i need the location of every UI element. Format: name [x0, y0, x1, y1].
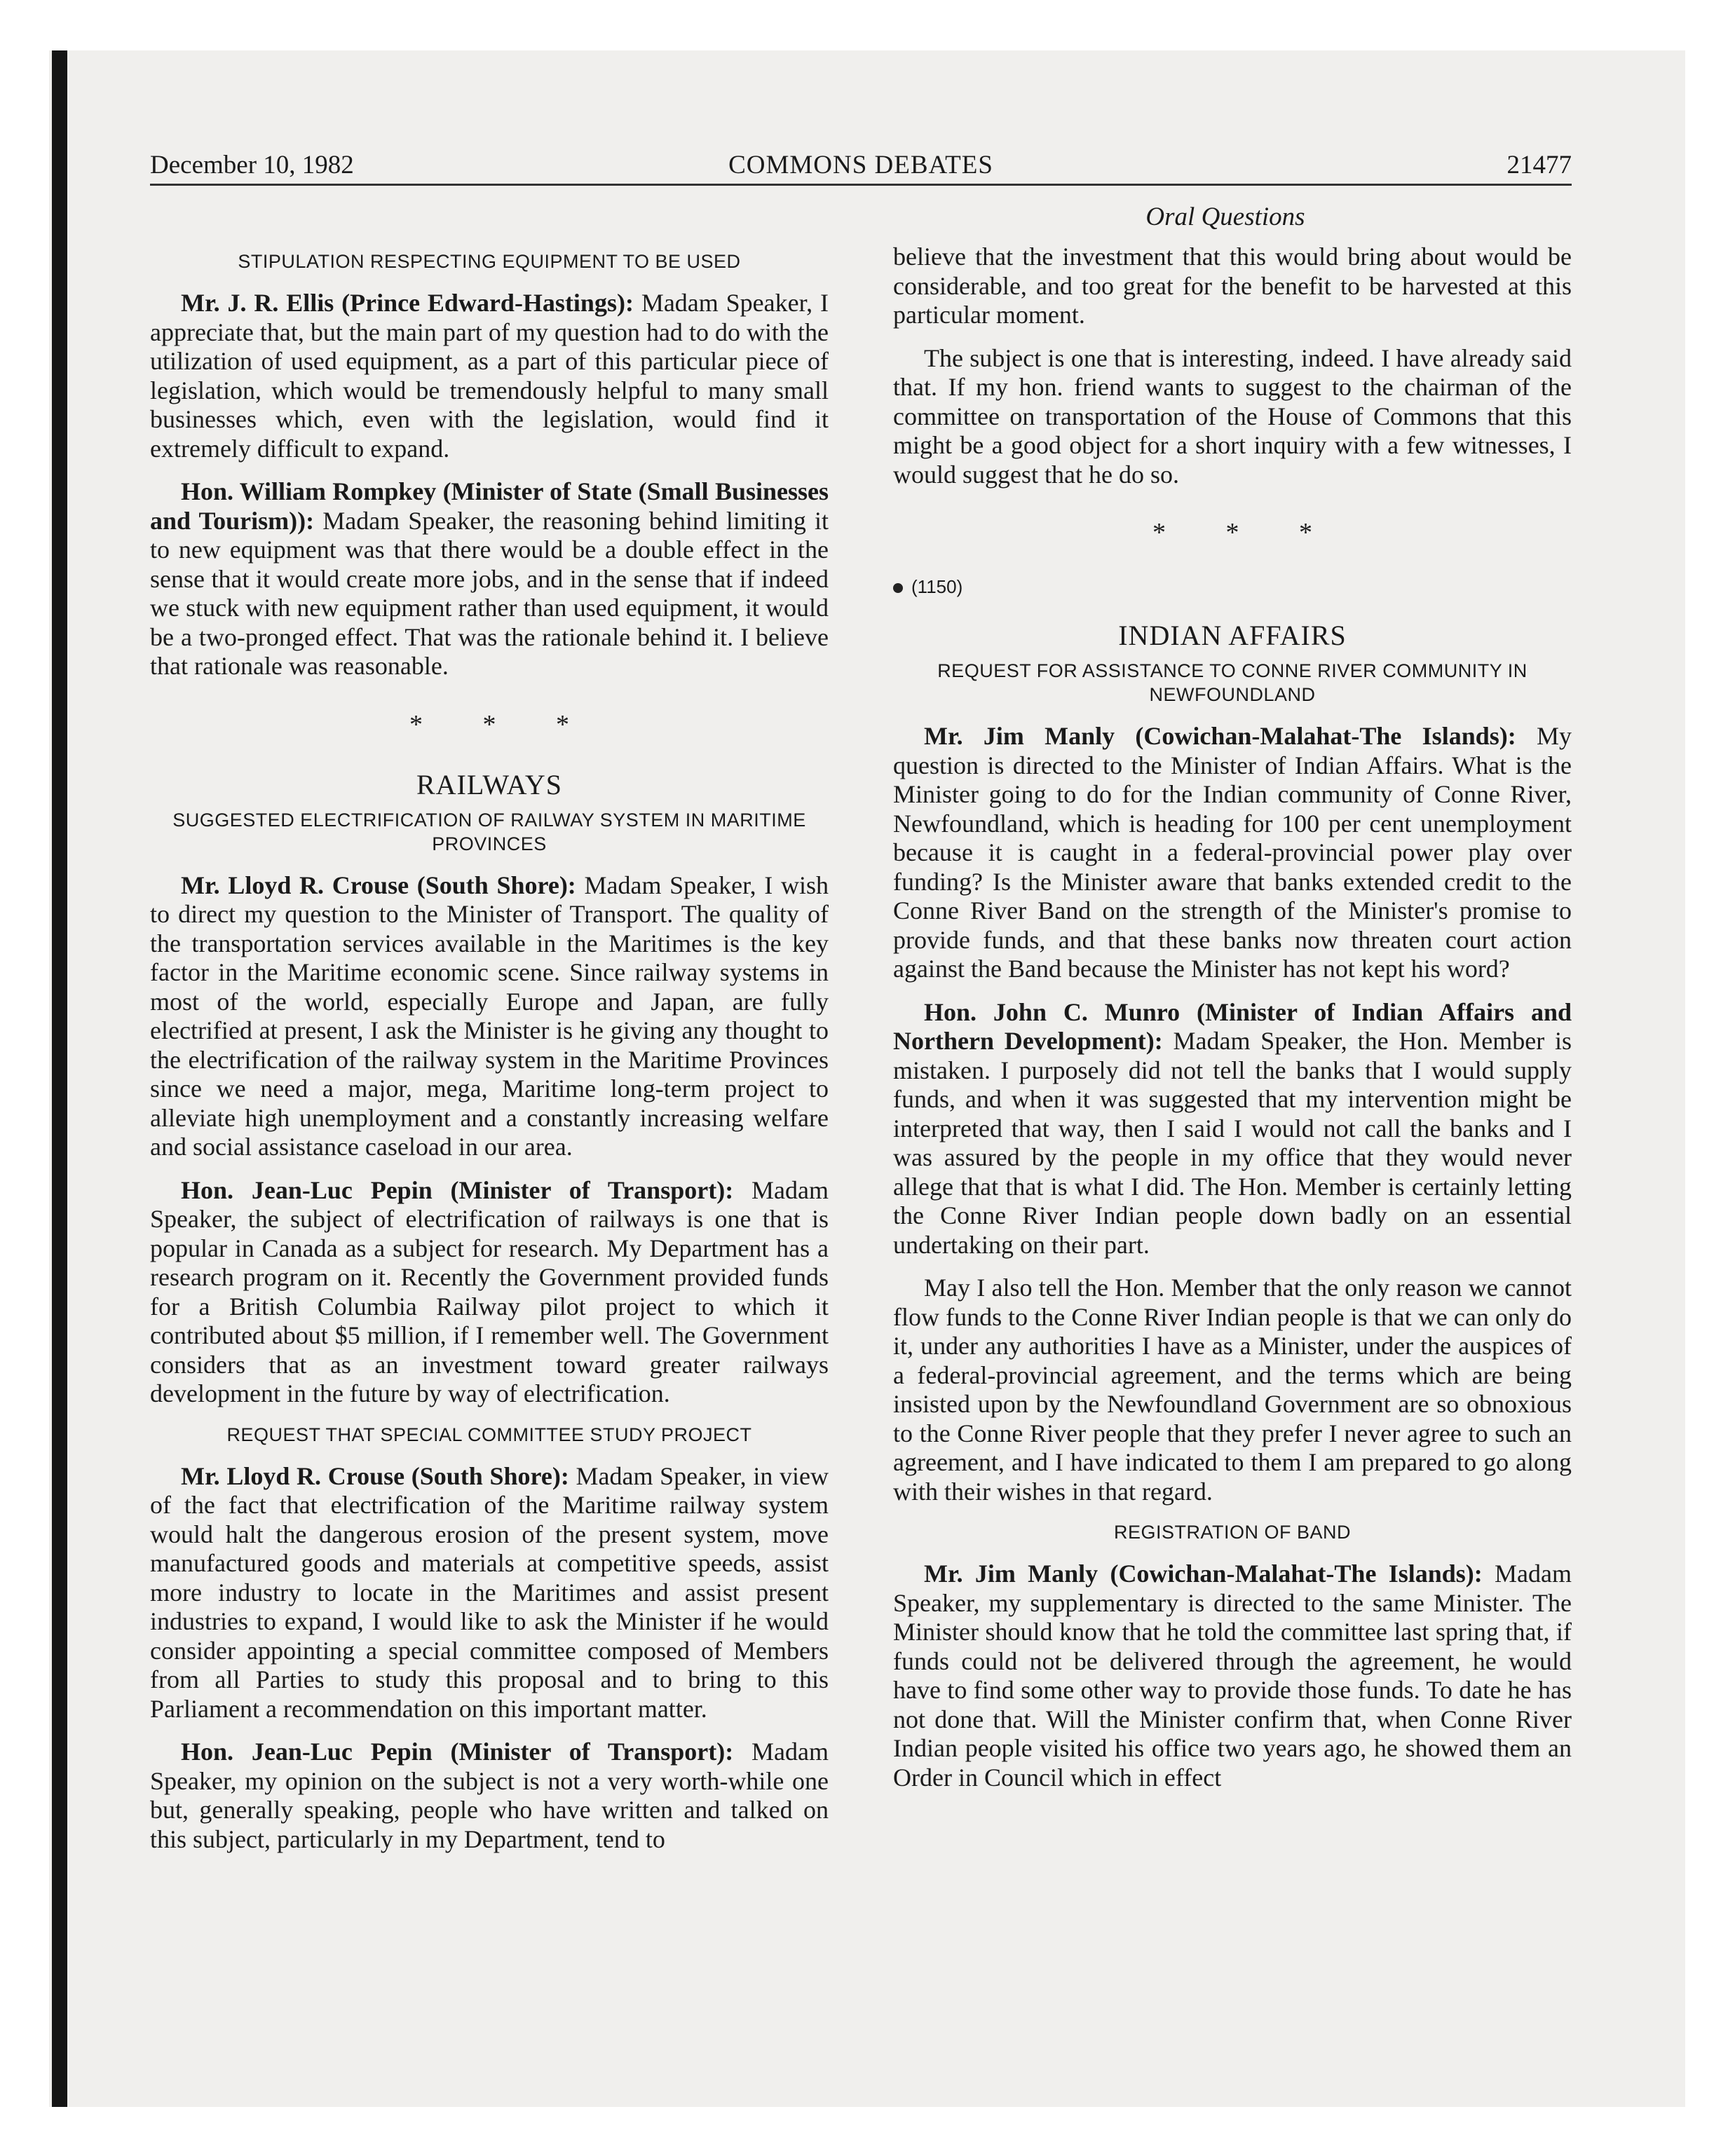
page-number: 21477 — [1506, 151, 1572, 179]
speech-paragraph — [150, 477, 829, 681]
topic-heading: REGISTRATION OF BAND — [1113, 1522, 1352, 1543]
right-column — [893, 243, 1572, 1806]
topic-heading: REQUEST FOR ASSISTANCE TO CONNE RIVER COMMUNITY IN NEWFOUNDLAND — [937, 660, 1528, 705]
speech-paragraph — [150, 289, 829, 463]
topic-heading: SUGGESTED ELECTRIFICATION OF RAILWAY SYSTEM IN MARITIME PROVINCES — [172, 809, 806, 854]
speech-paragraph — [893, 1560, 1572, 1792]
speech-text: Madam Speaker, the reasoning behind limiting it to new equipment was that there would be a double effect in the sense that it would create more jobs, and in the sense that if indeed we stuck with new equipment rather than used equipment, it would be a two-pronged effect. That was the rationale behind it. I believe that rationale was reasonable. — [150, 506, 829, 680]
topic-heading: REQUEST THAT SPECIAL COMMITTEE STUDY PROJECT — [226, 1424, 752, 1445]
speech-paragraph — [893, 998, 1572, 1260]
header-date: December 10, 1982 — [150, 151, 354, 179]
speaker-name: Hon. William Rompkey (Minister of State (Small Businesses and Tourism)): — [150, 477, 829, 535]
bullet-icon — [893, 583, 903, 593]
speech-paragraph: May I also tell the Hon. Member that the only reason we cannot flow funds to the Conne River Indian people is that we can only do it, under any authorities I have as a Minister, under the auspices of a federal-provincial agreement, and the terms which are being insisted upon by the Newfoundland Government are so obnoxious to the Conne River people that they prefer I never agree to such an agreement, and I have indicated to them I am prepared to go along with their wishes in that regard. — [893, 1274, 1572, 1506]
section-subheader: Oral Questions — [1145, 203, 1305, 231]
speech-text: Madam Speaker, my supplementary is directed to the same Minister. The Minister should know that he told the committee last spring that, if funds could not be delivered through the agreement, he would have to find some other way to provide those funds. To date he has not done that. Will the Minister confirm that, when Conne River Indian people visited his office two years ago, he showed them an Order in Council which in effect — [893, 1560, 1572, 1792]
speech-paragraph — [150, 1462, 829, 1724]
speech-text: Madam Speaker, my opinion on the subject is not a very worth-while one but, generally speaking, people who have written and talked on this subject, particularly in my Department, tend to — [150, 1738, 829, 1853]
section-separator: * * * — [409, 709, 596, 739]
time-marker-label: (1150) — [911, 576, 963, 597]
speech-text: Madam Speaker, I wish to direct my question to the Minister of Transport. The quality of the transportation services available in the Maritimes is the key factor in the Maritime economic scene. Since railway systems in most of the world, especially Europe and Japan, are fully electrified at present, I ask the Minister is he giving any thought to the electrification of the railway system in the Maritime Provinces since we need a major, mega, Maritime long-term project to alleviate high unemployment and a constantly increasing welfare and social assistance caseload in our area. — [150, 871, 829, 1161]
speech-text: Madam Speaker, in view of the fact that electrification of the Maritime railway system would halt the dangerous erosion of the present system, move manufactured goods and materials at competitive speeds, assist more industry to locate in the Maritimes and assist present industries to expand, I would like to ask the Minister if he would consider appointing a special committee composed of Members from all Parties to study this proposal and to bring to this Parliament a recommendation on this important matter. — [150, 1461, 829, 1723]
speech-paragraph — [150, 871, 829, 1162]
speech-paragraph: The subject is one that is interesting, indeed. I have already said that. If my hon. friend wants to suggest to the chairman of the committee on transportation of the House of Commons that this might be a good object for a short inquiry with a few witnesses, I would suggest that he do so. — [893, 343, 1572, 489]
speaker-name: Mr. Jim Manly (Cowichan-Malahat-The Islands): — [924, 1560, 1483, 1588]
speaker-name: Mr. Lloyd R. Crouse (South Shore): — [181, 1461, 569, 1490]
topic-heading: STIPULATION RESPECTING EQUIPMENT TO BE USED — [238, 251, 741, 272]
scan-edge-bar — [52, 50, 67, 2107]
speech-paragraph — [150, 1738, 829, 1854]
speaker-name: Mr. Jim Manly (Cowichan-Malahat-The Islands): — [924, 722, 1516, 750]
left-column — [150, 243, 829, 1868]
document-page — [150, 147, 1572, 2012]
speech-paragraph: believe that the investment that this would bring about would be considerable, and too great for the benefit to be harvested at this particular moment. — [893, 243, 1572, 329]
speaker-name: Mr. Lloyd R. Crouse (South Shore): — [181, 871, 576, 899]
speech-paragraph — [893, 722, 1572, 984]
time-marker — [893, 576, 1572, 598]
speaker-name: Mr. J. R. Ellis (Prince Edward-Hastings): — [181, 289, 634, 317]
header-title: COMMONS DEBATES — [728, 151, 993, 179]
speech-text: My question is directed to the Minister of Indian Affairs. What is the Minister going to do for the Indian community of Conne River, Newfoundland, which is heading for 100 per cent unemployment because it is caught in a federal-provincial power play over funding? Is the Minister aware that banks extended credit to the Conne River Band on the strength of the Minister's promise to provide funds, and that these banks now threaten court action against the Band because the Minister has not kept his word? — [893, 722, 1572, 983]
speaker-name: Hon. John C. Munro (Minister of Indian Affairs and Northern Development): — [893, 997, 1572, 1055]
section-separator: * * * — [1152, 518, 1339, 547]
speech-text: Madam Speaker, the subject of electrification of railways is one that is popular in Canada as a subject for research. My Department has a research program on it. Recently the Government provided funds for a British Columbia Railway pilot project to which it contributed about $5 million, if I remember well. The Government considers that as an investment toward greater railways development in the future by way of electrification. — [150, 1175, 829, 1407]
section-heading: INDIAN AFFAIRS — [1118, 620, 1347, 651]
speaker-name: Hon. Jean-Luc Pepin (Minister of Transport): — [181, 1175, 734, 1204]
speech-text: Madam Speaker, the Hon. Member is mistaken. I purposely did not tell the banks that I would supply funds, and when it was suggested that my intervention might be interpreted that way, then I said I would not call the banks and I was assured by the people in my office that they would never allege that that is what I did. The Hon. Member is certainly letting the Conne River Indian people down badly on an essential undertaking on their part. — [893, 1027, 1572, 1259]
speaker-name: Hon. Jean-Luc Pepin (Minister of Transport): — [181, 1738, 734, 1766]
page-header — [150, 147, 1572, 186]
section-heading: RAILWAYS — [416, 768, 563, 800]
speech-paragraph — [150, 1176, 829, 1409]
speech-text: Madam Speaker, I appreciate that, but the main part of my question had to do with the utilization of used equipment, as a part of this particular piece of legislation, which would be tremendously helpful to many small businesses which, even with the legislation, would find it extremely difficult to expand. — [150, 289, 829, 463]
